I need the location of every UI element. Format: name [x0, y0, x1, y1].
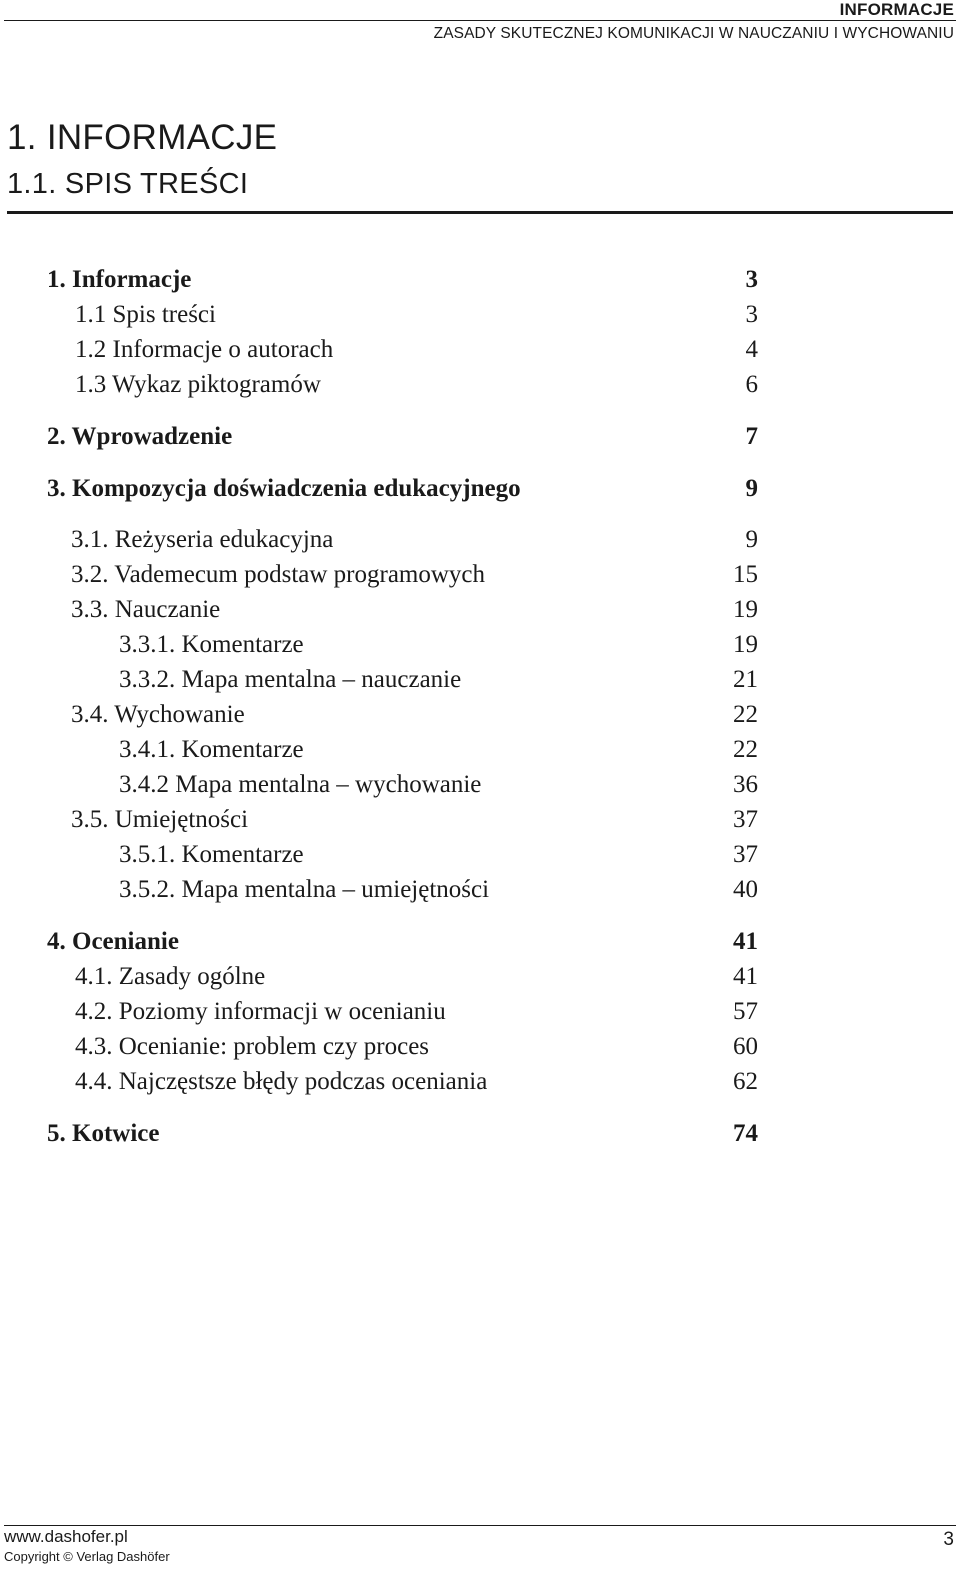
footer-url[interactable]: www.dashofer.pl — [4, 1527, 128, 1546]
toc-entry-label: 3.3.1. Komentarze — [119, 631, 304, 658]
toc-entry-label: 5. Kotwice — [47, 1120, 160, 1147]
toc-entry-page: 3 — [745, 301, 758, 328]
toc-entry-label: 1. Informacje — [47, 266, 192, 293]
footer-divider — [4, 1525, 956, 1526]
toc-entry-page: 22 — [733, 736, 758, 763]
toc-entry-label: 3.2. Vademecum podstaw programowych — [71, 561, 486, 588]
toc-entry-page: 21 — [733, 666, 758, 693]
toc-entry-page: 40 — [733, 876, 758, 903]
toc-entry[interactable] — [0, 927, 960, 957]
toc-entry-page: 41 — [733, 963, 758, 990]
toc-entry-label: 3.5. Umiejętności — [71, 806, 249, 833]
toc-entry-label: 3.4.1. Komentarze — [119, 736, 304, 763]
toc-entry[interactable] — [0, 805, 960, 835]
toc-entry[interactable] — [0, 735, 960, 765]
toc-entry-page: 7 — [745, 423, 758, 450]
heading-divider — [7, 211, 953, 214]
toc-entry-label: 4.2. Poziomy informacji w ocenianiu — [75, 998, 446, 1025]
toc-entry[interactable] — [0, 962, 960, 992]
toc-entry-label: 3.4.2 Mapa mentalna – wychowanie — [119, 771, 482, 798]
toc-entry-page: 74 — [733, 1120, 758, 1147]
toc-entry-page: 60 — [733, 1033, 758, 1060]
toc-entry-label: 1.3 Wykaz piktogramów — [75, 371, 321, 398]
toc-entry-label: 4.1. Zasady ogólne — [75, 963, 266, 990]
toc-entry-label: 3.5.2. Mapa mentalna – umiejętności — [119, 876, 490, 903]
toc-entry-page: 19 — [733, 631, 758, 658]
toc-entry[interactable] — [0, 840, 960, 870]
chapter-heading: 1. INFORMACJE — [7, 118, 278, 157]
toc-entry-page: 4 — [745, 336, 758, 363]
toc-entry-page: 3 — [745, 266, 758, 293]
toc-entry[interactable] — [0, 300, 960, 330]
toc-entry-page: 62 — [733, 1068, 758, 1095]
toc-entry[interactable] — [0, 560, 960, 590]
toc-entry-label: 1.1 Spis treści — [75, 301, 216, 328]
toc-entry[interactable] — [0, 595, 960, 625]
running-header-title: ZASADY SKUTECZNEJ KOMUNIKACJI W NAUCZANIU I WYCHOWANIU — [433, 25, 954, 42]
toc-entry-label: 3.3.2. Mapa mentalna – nauczanie — [119, 666, 462, 693]
toc-entry[interactable] — [0, 997, 960, 1027]
toc-entry-label: 3.5.1. Komentarze — [119, 841, 304, 868]
toc-entry-page: 19 — [733, 596, 758, 623]
toc-entry-page: 36 — [733, 771, 758, 798]
toc-entry-page: 22 — [733, 701, 758, 728]
toc-entry[interactable] — [0, 875, 960, 905]
header-divider — [4, 20, 956, 21]
toc-entry-label: 3. Kompozycja doświadczenia edukacyjnego — [47, 475, 521, 502]
toc-entry[interactable] — [0, 335, 960, 365]
toc-entry-label: 4.4. Najczęstsze błędy podczas oceniania — [75, 1068, 488, 1095]
toc-entry-label: 3.1. Reżyseria edukacyjna — [71, 526, 334, 553]
toc-entry-page: 9 — [745, 526, 758, 553]
toc-entry-page: 37 — [733, 841, 758, 868]
toc-entry[interactable] — [0, 1119, 960, 1149]
toc-entry[interactable] — [0, 770, 960, 800]
toc-entry[interactable] — [0, 1032, 960, 1062]
page-number: 3 — [943, 1529, 954, 1550]
toc-entry[interactable] — [0, 474, 960, 504]
toc-entry-label: 3.4. Wychowanie — [71, 701, 245, 728]
toc-entry[interactable] — [0, 370, 960, 400]
running-header-section: INFORMACJE — [839, 0, 954, 19]
toc-entry-page: 37 — [733, 806, 758, 833]
toc-entry[interactable] — [0, 1067, 960, 1097]
toc-entry-page: 9 — [745, 475, 758, 502]
toc-entry[interactable] — [0, 630, 960, 660]
toc-entry[interactable] — [0, 700, 960, 730]
subchapter-heading: 1.1. SPIS TREŚCI — [7, 168, 249, 200]
toc-entry-label: 2. Wprowadzenie — [47, 423, 233, 450]
toc-entry-page: 57 — [733, 998, 758, 1025]
toc-entry-label: 4.3. Ocenianie: problem czy proces — [75, 1033, 430, 1060]
footer-copyright: Copyright © Verlag Dashöfer — [4, 1549, 170, 1564]
toc-entry-label: 3.3. Nauczanie — [71, 596, 221, 623]
toc-entry[interactable] — [0, 525, 960, 555]
toc-entry-page: 15 — [733, 561, 758, 588]
toc-entry-label: 1.2 Informacje o autorach — [75, 336, 334, 363]
toc-entry-label: 4. Ocenianie — [47, 928, 179, 955]
toc-entry-page: 41 — [733, 928, 758, 955]
toc-entry[interactable] — [0, 265, 960, 295]
toc-entry[interactable] — [0, 665, 960, 695]
toc-entry-page: 6 — [745, 371, 758, 398]
toc-entry[interactable] — [0, 422, 960, 452]
